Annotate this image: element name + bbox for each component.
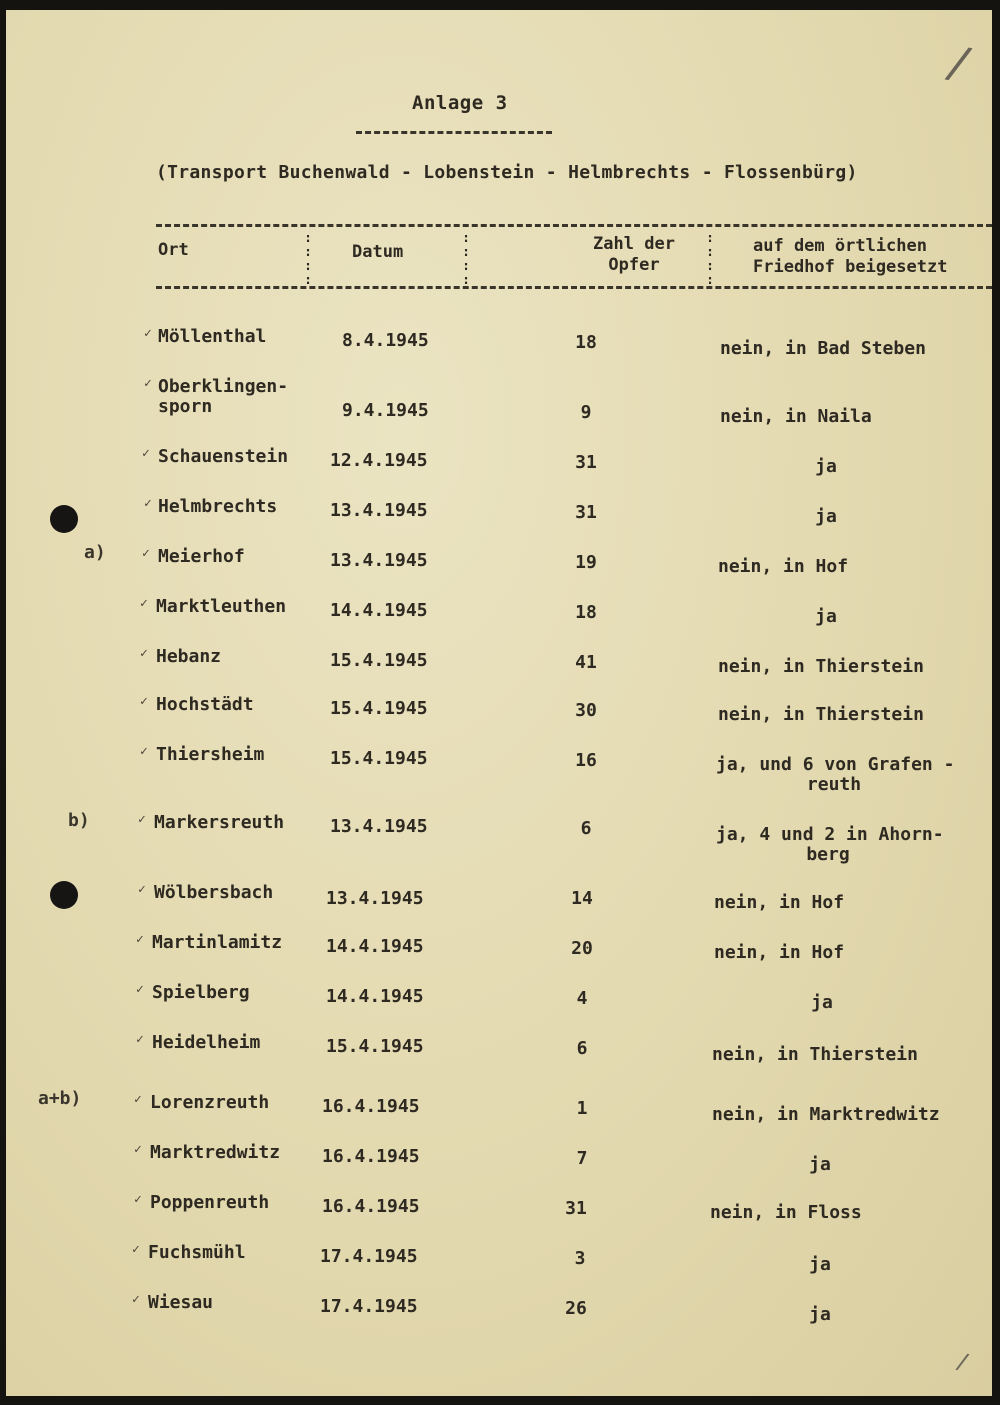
check-mark: ✓ <box>136 932 144 947</box>
cell-ort: Helmbrechts <box>158 496 278 517</box>
check-mark: ✓ <box>136 1032 144 1047</box>
title-underline <box>356 131 552 134</box>
cell-friedhof: ja, und 6 von Grafen - <box>716 754 955 775</box>
cell-zahl: 18 <box>575 602 597 623</box>
margin-note-b: b) <box>68 810 90 831</box>
check-mark: ✓ <box>132 1242 140 1257</box>
page-subtitle: (Transport Buchenwald - Lobenstein - Helmbrechts - Flossenbürg) <box>156 162 858 183</box>
cell-zahl: 9 <box>580 402 592 423</box>
check-mark: ✓ <box>134 1142 142 1157</box>
cell-zahl: 31 <box>575 502 597 523</box>
cell-datum: 14.4.1945 <box>326 936 424 957</box>
cell-ort: Hebanz <box>156 646 222 667</box>
cell-ort: Oberklingen- <box>158 376 289 397</box>
document-page <box>6 10 992 1396</box>
cell-datum: 13.4.1945 <box>326 888 424 909</box>
check-mark: ✓ <box>134 1192 142 1207</box>
cell-friedhof: nein, in Hof <box>714 892 845 913</box>
header-zahl-line1: Zahl der <box>593 234 675 254</box>
check-mark: ✓ <box>144 496 152 511</box>
cell-zahl: 1 <box>576 1098 588 1119</box>
cell-zahl: 7 <box>576 1148 588 1169</box>
cell-ort: Marktredwitz <box>150 1142 281 1163</box>
cell-zahl: 16 <box>575 750 597 771</box>
cell-ort: Fuchsmühl <box>148 1242 246 1263</box>
cell-friedhof: nein, in Thierstein <box>718 656 924 677</box>
margin-note-a: a) <box>84 542 106 563</box>
cell-friedhof: ja <box>811 992 833 1013</box>
cell-ort: Hochstädt <box>156 694 254 715</box>
page-title: Anlage 3 <box>412 92 508 114</box>
cell-zahl: 14 <box>571 888 593 909</box>
header-zahl <box>584 234 684 276</box>
check-mark: ✓ <box>138 882 146 897</box>
cell-friedhof: ja <box>809 1304 831 1325</box>
check-mark: ✓ <box>132 1292 140 1307</box>
cell-friedhof: ja, 4 und 2 in Ahorn- <box>716 824 944 845</box>
cell-friedhof: nein, in Floss <box>710 1202 862 1223</box>
cell-friedhof: nein, in Hof <box>718 556 849 577</box>
cell-zahl: 18 <box>575 332 597 353</box>
cell-datum: 15.4.1945 <box>330 748 428 769</box>
cell-friedhof: ja <box>809 1254 831 1275</box>
cell-ort: Spielberg <box>152 982 250 1003</box>
cell-zahl: 6 <box>580 818 592 839</box>
cell-zahl: 31 <box>575 452 597 473</box>
cell-friedhof: nein, in Naila <box>720 406 872 427</box>
cell-datum: 14.4.1945 <box>330 600 428 621</box>
check-mark: ✓ <box>142 446 150 461</box>
check-mark: / <box>940 35 978 92</box>
cell-zahl: 41 <box>575 652 597 673</box>
cell-zahl: 20 <box>571 938 593 959</box>
cell-datum: 15.4.1945 <box>330 650 428 671</box>
cell-datum: 9.4.1945 <box>342 400 429 421</box>
cell-ort: Wölbersbach <box>154 882 274 903</box>
cell-ort: Markersreuth <box>154 812 285 833</box>
cell-ort: Poppenreuth <box>150 1192 270 1213</box>
header-separator: : : : : <box>706 231 714 288</box>
cell-zahl: 4 <box>576 988 588 1009</box>
cell-zahl: 26 <box>565 1298 587 1319</box>
check-mark: / <box>953 1348 972 1377</box>
cell-friedhof: ja <box>815 606 837 627</box>
cell-zahl: 3 <box>574 1248 586 1269</box>
cell-datum: 14.4.1945 <box>326 986 424 1007</box>
cell-datum: 17.4.1945 <box>320 1246 418 1267</box>
check-mark: ✓ <box>144 326 152 341</box>
cell-datum: 13.4.1945 <box>330 500 428 521</box>
header-separator: : : : : <box>304 231 312 288</box>
cell-friedhof: ja <box>815 506 837 527</box>
cell-ort: Wiesau <box>148 1292 214 1313</box>
check-mark: ✓ <box>136 982 144 997</box>
cell-zahl: 30 <box>575 700 597 721</box>
cell-zahl: 31 <box>565 1198 587 1219</box>
check-mark: ✓ <box>140 694 148 709</box>
header-friedhof-line2: Friedhof beigesetzt <box>753 257 948 277</box>
check-mark: ✓ <box>140 744 148 759</box>
punch-hole <box>50 881 78 909</box>
cell-friedhof-continued: berg <box>806 844 850 865</box>
cell-datum: 12.4.1945 <box>330 450 428 471</box>
cell-ort: Lorenzreuth <box>150 1092 270 1113</box>
cell-datum: 16.4.1945 <box>322 1196 420 1217</box>
cell-datum: 15.4.1945 <box>326 1036 424 1057</box>
cell-friedhof: nein, in Thierstein <box>712 1044 918 1065</box>
punch-hole <box>50 505 78 533</box>
cell-datum: 17.4.1945 <box>320 1296 418 1317</box>
cell-friedhof: nein, in Hof <box>714 942 845 963</box>
cell-ort-continued: sporn <box>158 396 213 417</box>
check-mark: ✓ <box>140 646 148 661</box>
header-separator: : : : : <box>462 231 470 288</box>
check-mark: ✓ <box>144 376 152 391</box>
header-bottom-rule <box>156 286 992 289</box>
cell-ort: Martinlamitz <box>152 932 283 953</box>
header-datum: Datum <box>352 242 404 262</box>
cell-datum: 13.4.1945 <box>330 550 428 571</box>
cell-ort: Schauenstein <box>158 446 289 467</box>
cell-datum: 15.4.1945 <box>330 698 428 719</box>
check-mark: ✓ <box>138 812 146 827</box>
cell-friedhof: nein, in Marktredwitz <box>712 1104 940 1125</box>
header-top-rule <box>156 224 992 227</box>
cell-friedhof: ja <box>809 1154 831 1175</box>
cell-datum: 8.4.1945 <box>342 330 429 351</box>
cell-ort: Möllenthal <box>158 326 267 347</box>
cell-friedhof: nein, in Bad Steben <box>720 338 926 359</box>
cell-friedhof: nein, in Thierstein <box>718 704 924 725</box>
cell-ort: Meierhof <box>158 546 245 567</box>
margin-note-ab: a+b) <box>38 1088 82 1109</box>
cell-zahl: 6 <box>576 1038 588 1059</box>
check-mark: ✓ <box>142 546 150 561</box>
check-mark: ✓ <box>140 596 148 611</box>
check-mark: ✓ <box>134 1092 142 1107</box>
cell-friedhof-continued: reuth <box>806 774 862 795</box>
cell-datum: 13.4.1945 <box>330 816 428 837</box>
cell-ort: Thiersheim <box>156 744 265 765</box>
header-zahl-line2: Opfer <box>608 255 660 275</box>
cell-datum: 16.4.1945 <box>322 1096 420 1117</box>
cell-ort: Heidelheim <box>152 1032 261 1053</box>
cell-zahl: 19 <box>575 552 597 573</box>
cell-friedhof: ja <box>815 456 837 477</box>
header-ort: Ort <box>158 240 189 260</box>
header-friedhof <box>753 236 947 278</box>
cell-datum: 16.4.1945 <box>322 1146 420 1167</box>
cell-ort: Marktleuthen <box>156 596 287 617</box>
header-friedhof-line1: auf dem örtlichen <box>753 236 927 256</box>
